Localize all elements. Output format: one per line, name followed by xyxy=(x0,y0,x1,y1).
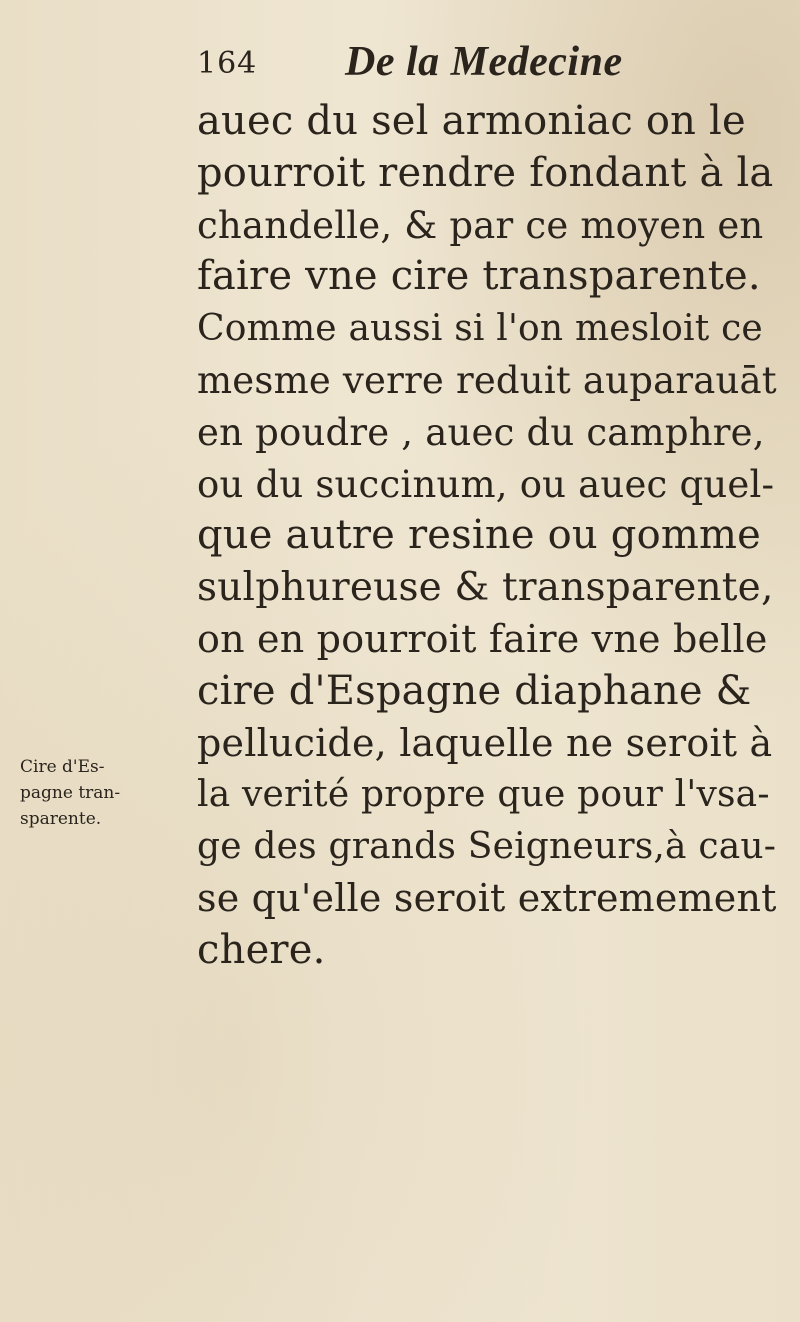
text-line: cire d'Espagne diaphane & xyxy=(197,667,752,714)
text-line: faire vne cire transparente. xyxy=(197,253,761,300)
text-line: sulphureuse & transparente, xyxy=(197,565,774,611)
text-line: ou du succinum, ou auec quel- xyxy=(197,462,775,506)
text-line: se qu'elle seroit extremement xyxy=(197,875,777,920)
text-line: chere. xyxy=(197,926,326,973)
text-line: que autre resine ou gomme xyxy=(197,512,761,559)
text-line: on en pourroit faire vne belle xyxy=(197,616,768,661)
marginal-note xyxy=(20,754,190,832)
text-line: Comme aussi si l'on mesloit ce xyxy=(197,308,763,350)
running-head xyxy=(197,38,657,98)
text-line: en poudre , auec du camphre, xyxy=(197,410,765,454)
text-line: mesme verre reduit auparauāt xyxy=(197,358,777,402)
running-title: De la Medecine xyxy=(345,39,623,85)
body-text xyxy=(197,96,777,977)
page-number: 164 xyxy=(197,46,258,81)
marginal-note-line: sparente. xyxy=(20,809,102,829)
text-line: ge des grands Seigneurs,à cau- xyxy=(197,826,777,868)
text-line: auec du sel armoniac on le xyxy=(197,98,746,144)
text-line: pourroit rendre fondant à la xyxy=(197,149,774,196)
text-line: pellucide, laquelle ne seroit à xyxy=(197,720,773,765)
text-line: la verité propre que pour l'vsa- xyxy=(197,774,770,816)
text-line: chandelle, & par ce moyen en xyxy=(197,203,764,247)
marginal-note-line: pagne tran- xyxy=(20,783,121,803)
marginal-note-line: Cire d'Es- xyxy=(20,757,105,777)
